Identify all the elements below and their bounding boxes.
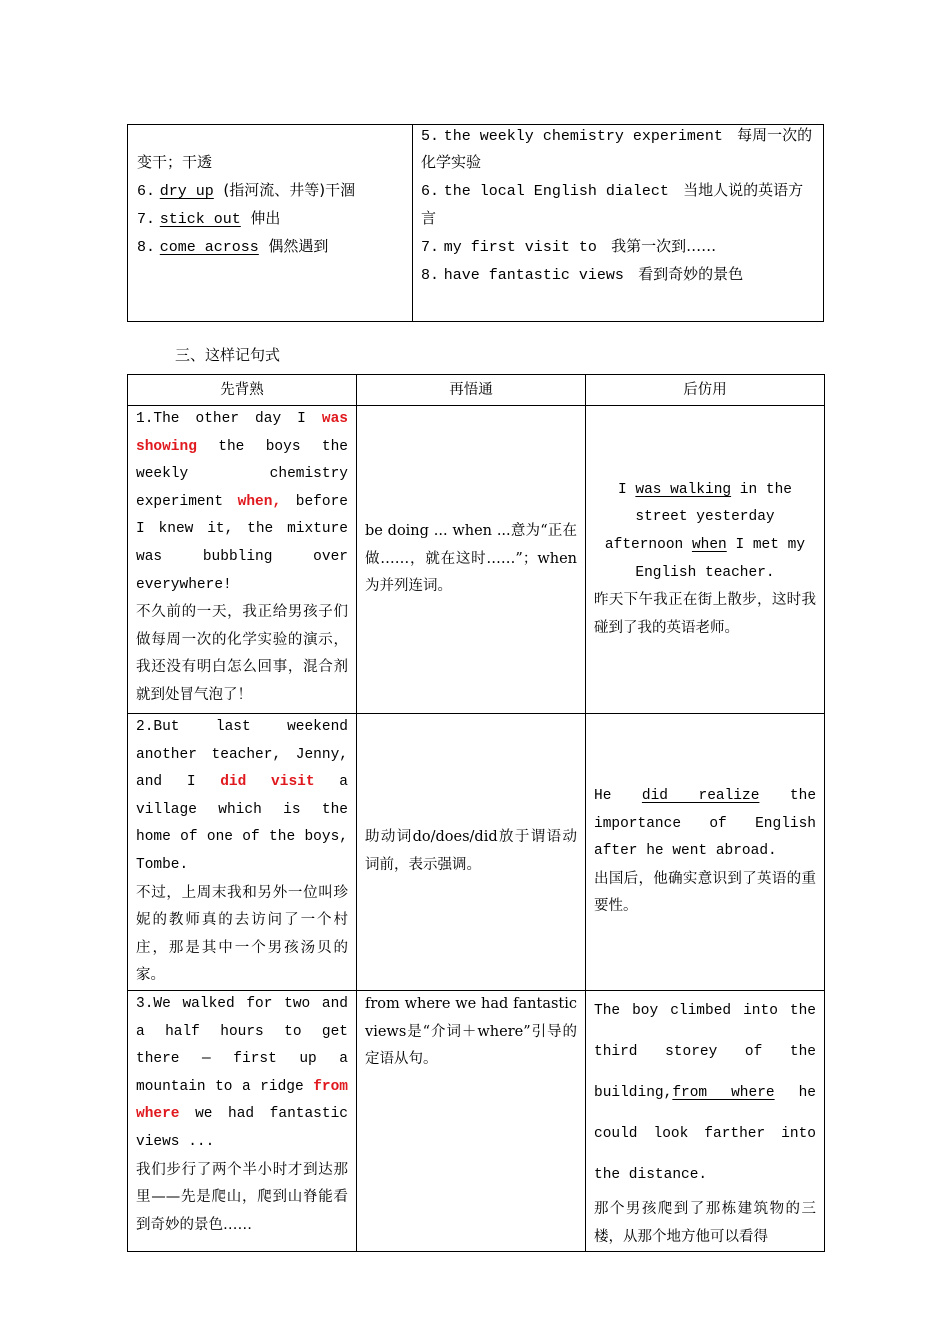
table-row xyxy=(128,990,825,1251)
vocab-num: 8. xyxy=(421,267,440,284)
vocab-term: come across xyxy=(159,239,259,256)
understand-cell xyxy=(357,714,586,991)
table-row xyxy=(128,406,825,714)
sentence-pattern-table xyxy=(127,374,825,1252)
imitate-cell xyxy=(586,990,825,1251)
table-header-row xyxy=(128,375,825,406)
vocab-right-row xyxy=(421,208,436,228)
vocab-term: have fantastic views xyxy=(443,267,624,284)
example-translation: 我们步行了两个半小时才到达那里——先是爬山，爬到山脊能看到奇妙的景色…… xyxy=(136,1161,348,1233)
vocab-left-row xyxy=(137,236,328,258)
vocab-term: the weekly chemistry experiment xyxy=(443,128,723,145)
highlight-phrase: did visit xyxy=(220,774,315,791)
vocab-term: dry up xyxy=(159,183,214,200)
vocab-right-row xyxy=(421,152,481,172)
vocab-left-row xyxy=(137,152,212,172)
example-sentence: 1.The other day I was showing the boys the weekly chemistry experiment when, before I knew it, the mixture was bubbling over everywhere! xyxy=(136,411,348,593)
vocab-num: 6. xyxy=(421,183,440,200)
vocab-meaning: 变干；干透 xyxy=(137,153,213,171)
example-translation: 不过，上周末我和另外一位叫珍妮的教师真的去访问了一个村庄，那是其中一个男孩汤贝的家。 xyxy=(136,884,348,984)
example-sentence: 3.We walked for two and a half hours to get there — first up a mountain to a ridge from where we had fantastic views ... xyxy=(136,995,348,1150)
vocab-meaning: 化学实验 xyxy=(421,153,482,171)
vocab-num: 6. xyxy=(137,183,156,200)
vocab-num: 7. xyxy=(421,239,440,256)
example-sentence: 2.But last weekend another teacher, Jenny, and I did visit a village which is the home of one of the boys, Tombe. xyxy=(136,719,348,873)
vocab-left-row xyxy=(137,208,280,230)
section-title: 三、这样记句式 xyxy=(175,346,281,364)
vocab-meaning: (指河流、井等)干涸 xyxy=(223,181,356,199)
blank-answer: when xyxy=(691,536,727,553)
imitate-cell xyxy=(586,406,825,714)
vocab-num: 5. xyxy=(421,128,440,145)
blank-answer: did realize xyxy=(641,787,760,804)
blank-answer: from where xyxy=(672,1084,775,1101)
grammar-note: be doing ... when ...意为“正在做……，就在这时……”；when为并列连词。 xyxy=(365,523,577,595)
vocab-meaning: 每周一次的 xyxy=(737,126,813,144)
highlight-phrase: when, xyxy=(237,493,282,510)
imitate-cell xyxy=(586,714,825,991)
vocab-meaning: 言 xyxy=(421,209,437,227)
table-row xyxy=(128,714,825,991)
vocab-right-column xyxy=(413,125,823,321)
vocab-right-row xyxy=(421,180,803,202)
grammar-note: from where we had fantastic views是“介词＋where”引导的定语从句。 xyxy=(365,995,577,1068)
vocab-meaning: 看到奇妙的景色 xyxy=(638,265,744,283)
blank-answer: was walking xyxy=(635,481,732,498)
vocab-meaning: 伸出 xyxy=(250,209,281,227)
vocab-num: 7. xyxy=(137,211,156,228)
imitation-sentence: He did realize the importance of English after he went abroad. xyxy=(594,787,817,860)
vocab-table xyxy=(127,124,824,322)
vocab-term: the local English dialect xyxy=(443,183,669,200)
imitation-sentence: I was walking in the street yesterday afternoon when I met my English teacher. xyxy=(604,481,806,581)
highlight-phrase: from where xyxy=(136,1078,348,1123)
vocab-meaning: 偶然遇到 xyxy=(268,237,329,255)
vocab-meaning: 当地人说的英语方 xyxy=(683,181,804,199)
vocab-num: 8. xyxy=(137,239,156,256)
vocab-term: stick out xyxy=(159,211,241,228)
header-imitate: 后仿用 xyxy=(586,375,825,406)
vocab-meaning: 我第一次到…… xyxy=(611,237,717,255)
imitation-translation: 昨天下午我正在街上散步，这时我碰到了我的英语老师。 xyxy=(594,592,816,636)
vocab-right-row xyxy=(421,236,716,258)
imitation-sentence: The boy climbed into the third storey of the building,from where he could look farther into the distance. xyxy=(594,1002,817,1183)
header-understand: 再悟通 xyxy=(357,375,586,406)
grammar-note: 助动词do/does/did放于谓语动词前，表示强调。 xyxy=(365,829,577,873)
understand-cell xyxy=(357,406,586,714)
example-translation: 不久前的一天，我正给男孩子们做每周一次的化学实验的演示，我还没有明白怎么回事，混合剂就到处冒气泡了！ xyxy=(136,604,348,703)
imitation-translation: 出国后，他确实意识到了英语的重要性。 xyxy=(594,870,816,915)
vocab-right-row xyxy=(421,125,812,147)
vocab-left-column xyxy=(128,125,413,321)
header-memorize: 先背熟 xyxy=(128,375,357,406)
understand-cell xyxy=(357,990,586,1251)
imitation-translation: 那个男孩爬到了那栋建筑物的三楼，从那个地方他可以看得 xyxy=(594,1200,816,1245)
highlight-phrase: was showing xyxy=(136,411,348,455)
vocab-term: my first visit to xyxy=(443,239,597,256)
memorize-cell xyxy=(128,990,357,1251)
memorize-cell xyxy=(128,714,357,991)
memorize-cell xyxy=(128,406,357,714)
vocab-right-row xyxy=(421,264,743,286)
vocab-left-row xyxy=(137,180,355,202)
